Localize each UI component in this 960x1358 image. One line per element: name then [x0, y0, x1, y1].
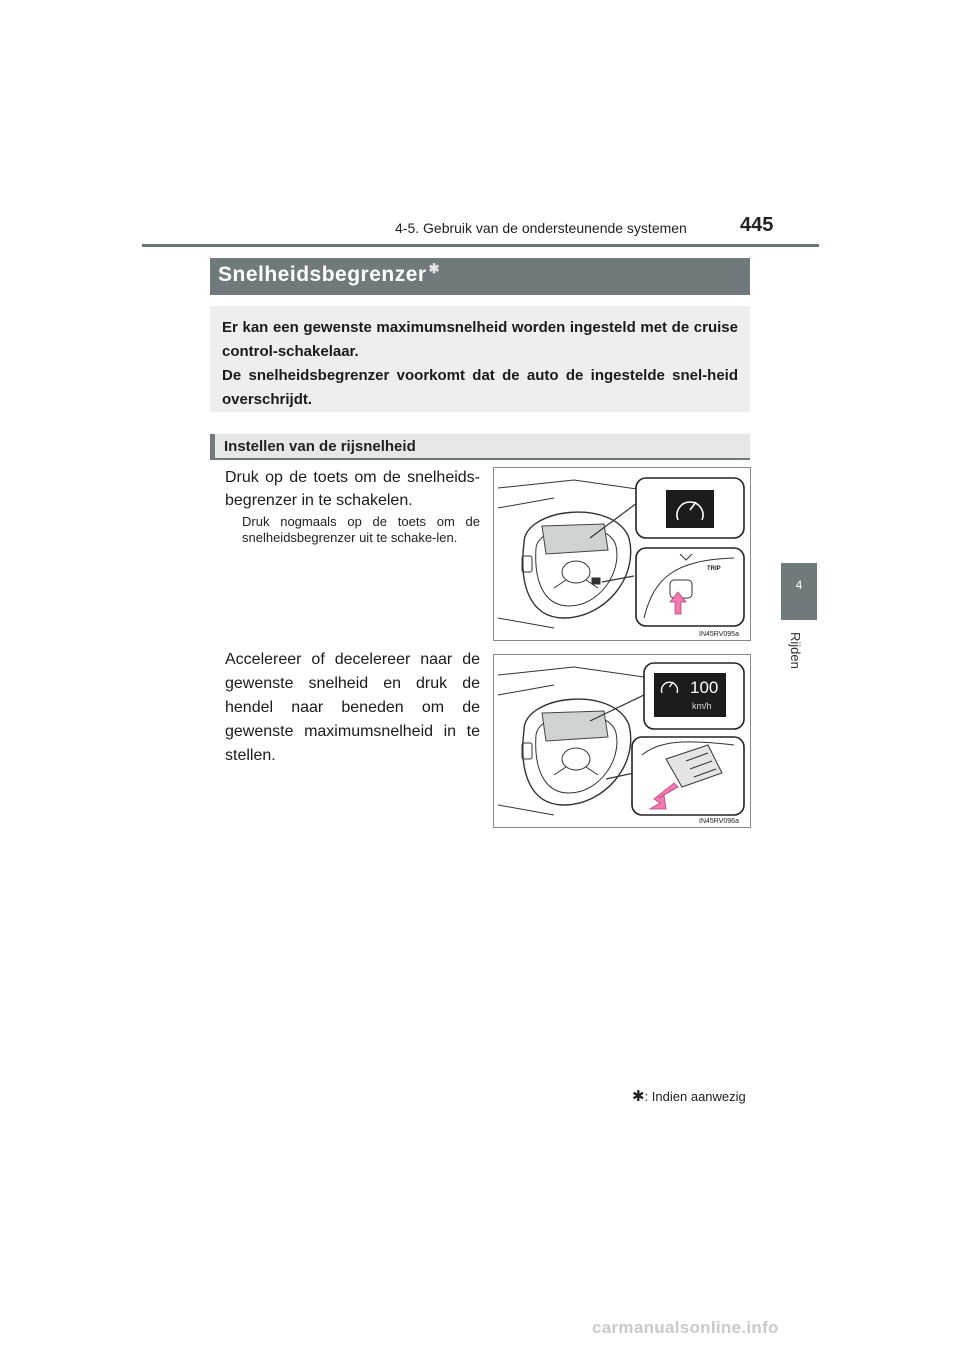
optional-marker: ✱ [428, 261, 440, 276]
section-title [218, 263, 440, 287]
figure-set-speed [493, 654, 751, 828]
steering-wheel-illustration [494, 655, 750, 827]
set-speed-value: 100 [690, 678, 719, 697]
footnote-marker: ✱ [632, 1088, 645, 1105]
step-1-text: Druk op de toets om de snelheids-begrenzer in te schakelen. [225, 469, 480, 509]
intro-line: Er kan een gewenste maximumsnelheid worden ingesteld met de cruise control-schakelaar. [222, 319, 738, 360]
intro-line: De snelheidsbegrenzer voorkomt dat de auto de ingestelde snel-heid overschrijdt. [222, 367, 738, 408]
subsection-title: Instellen van de rijsnelheid [224, 438, 416, 455]
figure-code: IN45RV096a [699, 818, 739, 825]
watermark: carmanualsonline.info [592, 1318, 779, 1337]
header-rule [142, 244, 819, 247]
running-header: 4-5. Gebruik van de ondersteunende systemen [395, 220, 687, 236]
page-number: 445 [740, 214, 774, 236]
subsection-accent [210, 434, 215, 460]
footnote-text: : Indien aanwezig [644, 1089, 746, 1104]
steering-wheel-illustration [494, 468, 750, 640]
intro-text [222, 316, 738, 412]
step-1-note: Druk nogmaals op de toets om de snelheidsbegrenzer uit te schake-len. [242, 514, 480, 545]
trip-button-label: TRIP [707, 566, 721, 572]
chapter-number: 4 [795, 578, 803, 592]
step-2-text: Accelereer of decelereer naar de gewenste snelheid en druk de hendel naar beneden om de gewenste maximumsnelheid in te stellen. [225, 651, 480, 764]
figure-code: IN45RV095a [699, 631, 739, 638]
section-title-text: Snelheidsbegrenzer [218, 263, 427, 286]
set-speed-unit: km/h [692, 701, 712, 711]
figure-limiter-button [493, 467, 751, 641]
footnote [632, 1087, 746, 1105]
chapter-label: Rijden [788, 632, 803, 669]
